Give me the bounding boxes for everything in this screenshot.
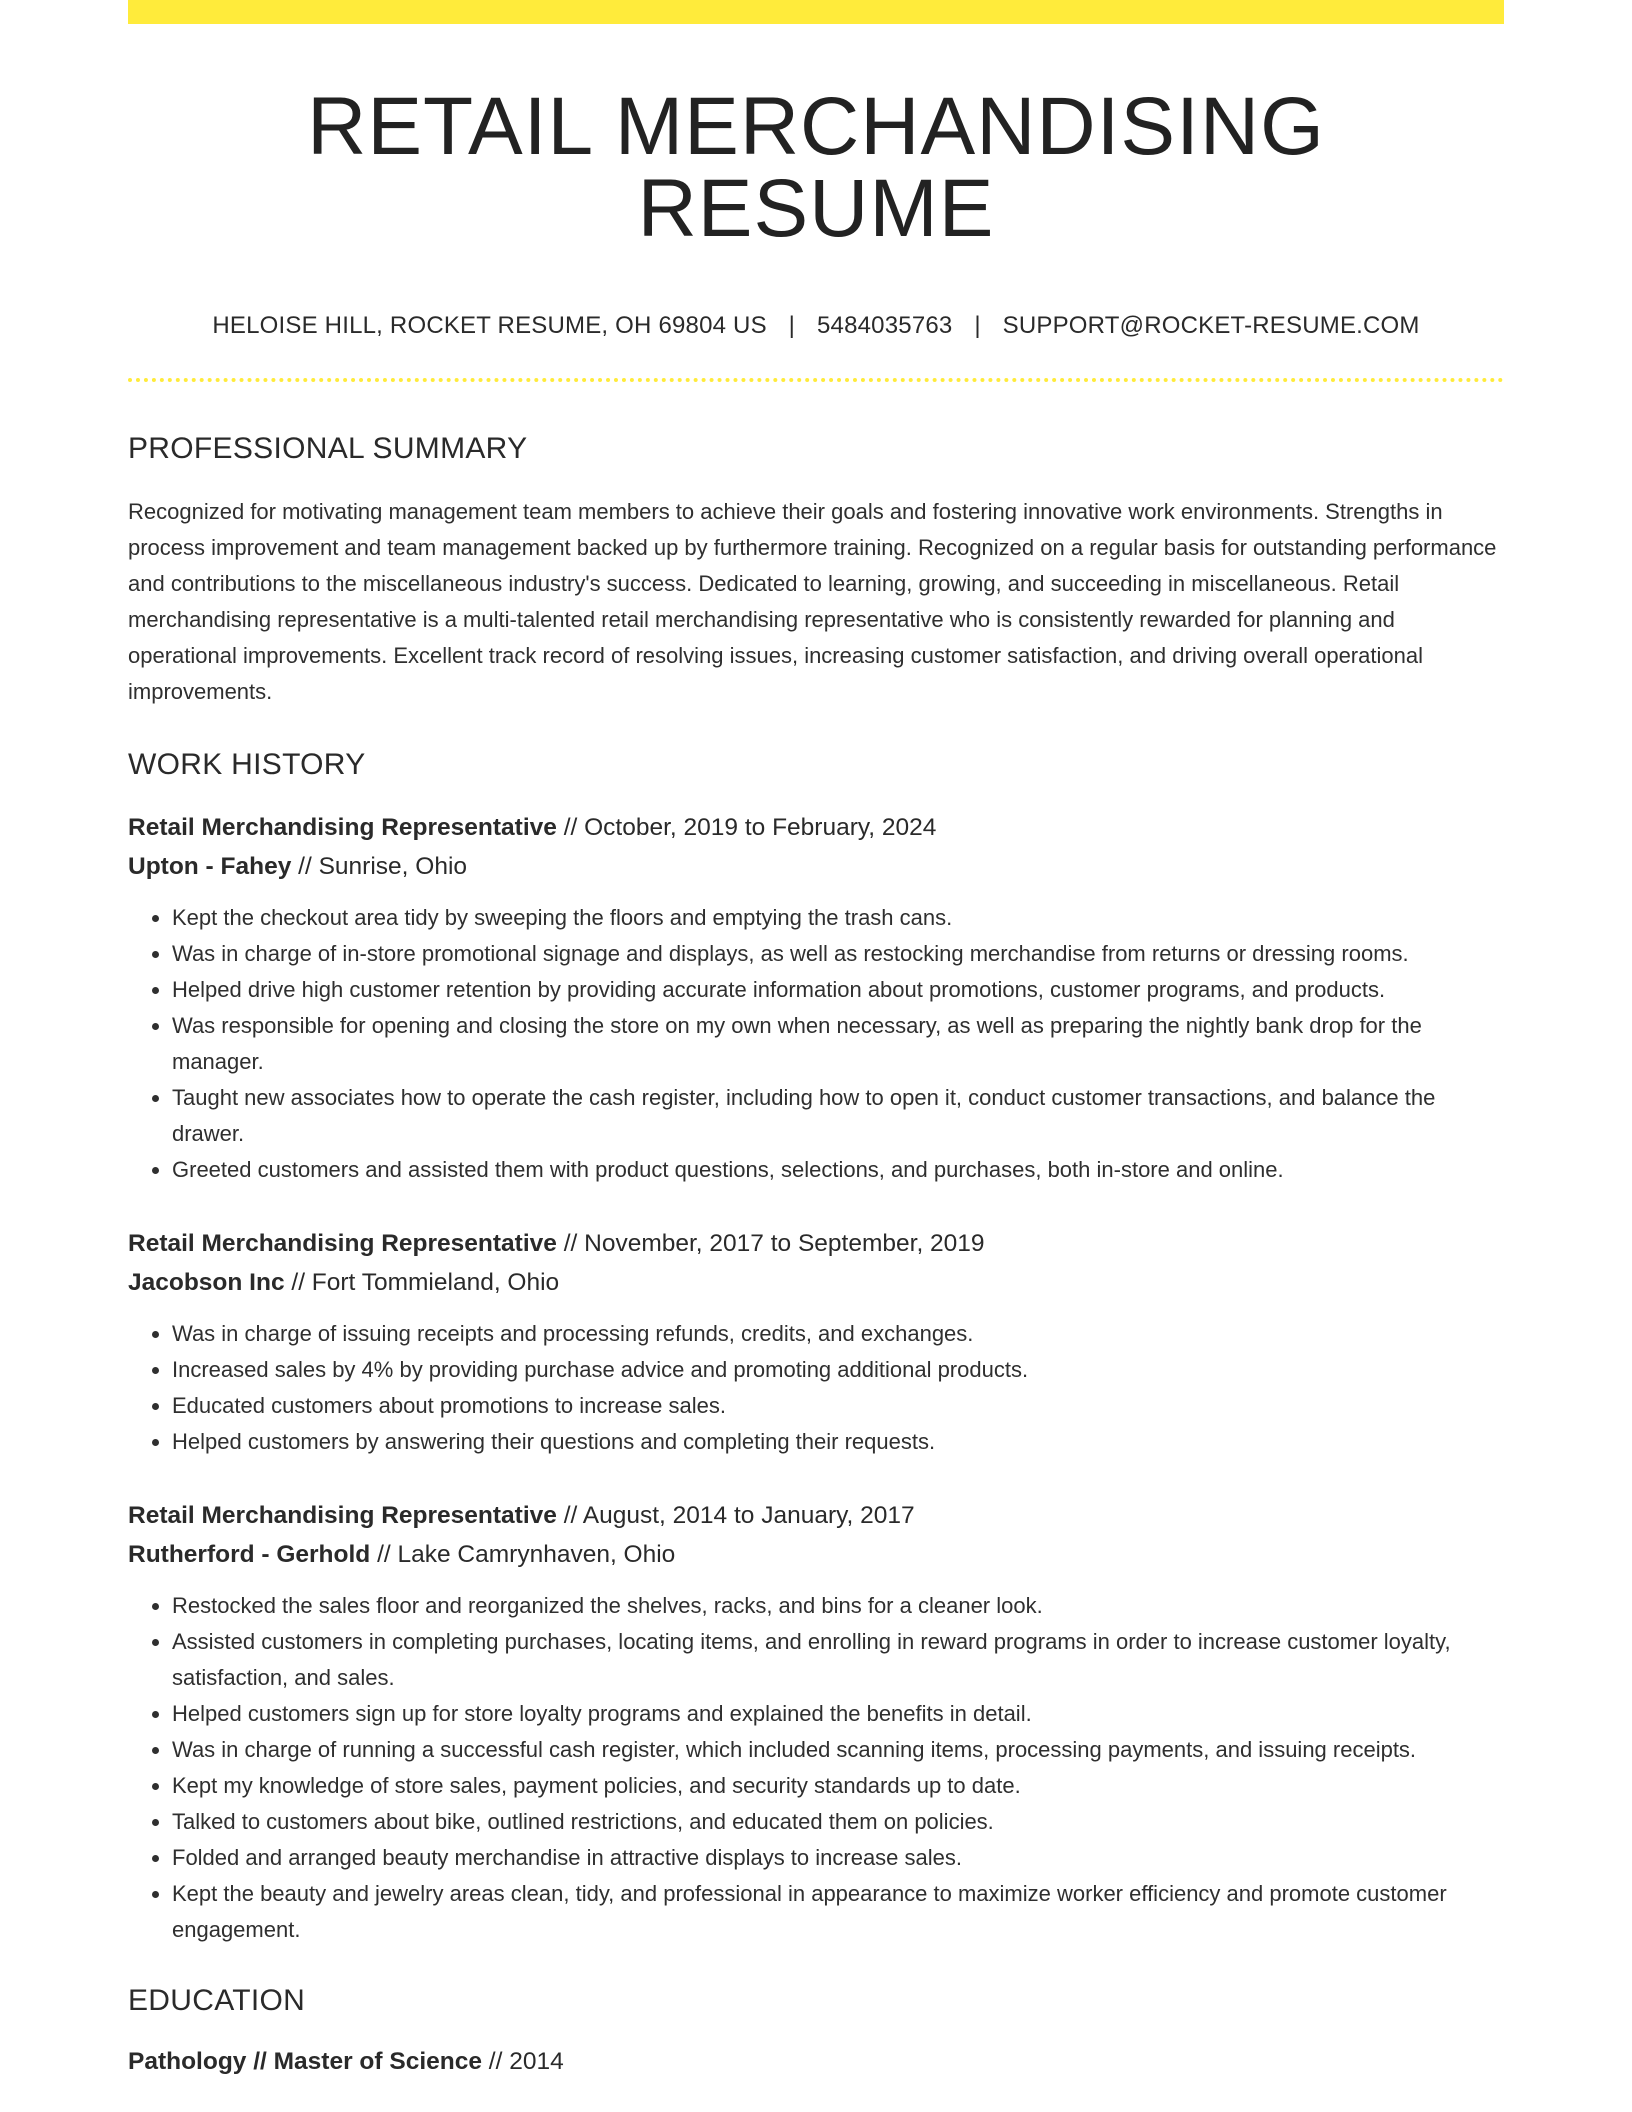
job-bullet: • Educated customers about promotions to increase sales. bbox=[172, 1388, 1504, 1424]
job-title: Retail Merchandising Representative bbox=[128, 814, 557, 841]
education-heading: EDUCATION bbox=[128, 1984, 306, 2017]
contact-email: SUPPORT@ROCKET-RESUME.COM bbox=[1002, 312, 1420, 339]
job-title-line bbox=[128, 808, 1504, 847]
job-bullet: • Talked to customers about bike, outlined restrictions, and educated them on policies. bbox=[172, 1804, 1504, 1840]
dotted-divider bbox=[128, 378, 1504, 382]
job-bullet: • Helped drive high customer retention by providing accurate information about promotions, customer programs, and products. bbox=[172, 972, 1504, 1008]
job-bullet: • Taught new associates how to operate the cash register, including how to open it, conduct customer transactions, and balance the drawer. bbox=[172, 1080, 1504, 1152]
job-company-line bbox=[128, 1263, 1504, 1302]
summary-text: Recognized for motivating management team members to achieve their goals and fostering innovative work environments. Strengths in process improvement and team management backed up by furthermore training. Recognized on a regular basis for outstanding performance and contributions to the miscellaneous industry's success. Dedicated to learning, growing, and succeeding in miscellaneous. Retail merchandising representative is a multi-talented retail merchandising representative who is consistently rewarded for planning and operational improvements. Excellent track record of resolving issues, increasing customer satisfaction, and driving overall operational improvements. bbox=[128, 499, 1497, 704]
job-location: // Fort Tommieland, Ohio bbox=[291, 1269, 560, 1296]
job-company: Upton - Fahey bbox=[128, 853, 292, 880]
job-title-line bbox=[128, 1496, 1504, 1535]
summary-heading: PROFESSIONAL SUMMARY bbox=[128, 432, 528, 465]
job-company-line bbox=[128, 847, 1504, 886]
job-title-line bbox=[128, 1224, 1504, 1263]
job-bullet: • Folded and arranged beauty merchandise in attractive displays to increase sales. bbox=[172, 1840, 1504, 1876]
job-dates: // August, 2014 to January, 2017 bbox=[563, 1502, 915, 1529]
job-bullet: • Restocked the sales floor and reorganized the shelves, racks, and bins for a cleaner look. bbox=[172, 1588, 1504, 1624]
job-bullet: • Greeted customers and assisted them with product questions, selections, and purchases, both in-store and online. bbox=[172, 1152, 1504, 1188]
job-bullet: • Increased sales by 4% by providing purchase advice and promoting additional products. bbox=[172, 1352, 1504, 1388]
job-company: Rutherford - Gerhold bbox=[128, 1541, 371, 1568]
education-degree: Pathology // Master of Science bbox=[128, 2048, 482, 2075]
job-bullet: • Kept my knowledge of store sales, payment policies, and security standards up to date. bbox=[172, 1768, 1504, 1804]
education-year: // 2014 bbox=[488, 2048, 564, 2075]
job-entry bbox=[128, 1496, 1504, 1948]
job-bullet-list bbox=[128, 1316, 1504, 1460]
job-bullet: • Kept the checkout area tidy by sweeping the floors and emptying the trash cans. bbox=[172, 900, 1504, 936]
resume-title: RETAIL MERCHANDISING RESUME bbox=[307, 81, 1325, 254]
education-entry bbox=[128, 2042, 1504, 2081]
job-company-line bbox=[128, 1535, 1504, 1574]
work-history-heading: WORK HISTORY bbox=[128, 748, 366, 781]
job-company: Jacobson Inc bbox=[128, 1269, 285, 1296]
job-title: Retail Merchandising Representative bbox=[128, 1230, 557, 1257]
job-title: Retail Merchandising Representative bbox=[128, 1502, 557, 1529]
job-bullet: • Was in charge of running a successful cash register, which included scanning items, processing payments, and issuing receipts. bbox=[172, 1732, 1504, 1768]
contact-address: HELOISE HILL, ROCKET RESUME, OH 69804 US bbox=[212, 312, 767, 339]
resume-page bbox=[128, 0, 1504, 2081]
job-dates: // October, 2019 to February, 2024 bbox=[563, 814, 937, 841]
job-bullet: • Assisted customers in completing purchases, locating items, and enrolling in reward programs in order to increase customer loyalty, satisfaction, and sales. bbox=[172, 1624, 1504, 1696]
job-bullet: • Was responsible for opening and closing the store on my own when necessary, as well as preparing the nightly bank drop for the manager. bbox=[172, 1008, 1504, 1080]
job-bullet-list bbox=[128, 900, 1504, 1188]
job-bullet: • Helped customers sign up for store loyalty programs and explained the benefits in detail. bbox=[172, 1696, 1504, 1732]
job-bullet: • Was in charge of in-store promotional signage and displays, as well as restocking merchandise from returns or dressing rooms. bbox=[172, 936, 1504, 972]
contact-line bbox=[128, 314, 1504, 338]
job-bullet: • Kept the beauty and jewelry areas clean, tidy, and professional in appearance to maximize worker efficiency and promote customer engagement. bbox=[172, 1876, 1504, 1948]
job-bullet: • Was in charge of issuing receipts and processing refunds, credits, and exchanges. bbox=[172, 1316, 1504, 1352]
contact-separator: | bbox=[974, 312, 981, 339]
contact-separator: | bbox=[788, 312, 796, 339]
job-entry bbox=[128, 808, 1504, 1188]
contact-phone: 5484035763 bbox=[816, 312, 953, 339]
job-dates: // November, 2017 to September, 2019 bbox=[563, 1230, 985, 1257]
top-accent-bar bbox=[128, 0, 1504, 24]
job-location: // Lake Camrynhaven, Ohio bbox=[377, 1541, 676, 1568]
job-entry bbox=[128, 1224, 1504, 1460]
job-bullet-list bbox=[128, 1588, 1504, 1948]
job-bullet: • Helped customers by answering their questions and completing their requests. bbox=[172, 1424, 1504, 1460]
job-location: // Sunrise, Ohio bbox=[298, 853, 468, 880]
